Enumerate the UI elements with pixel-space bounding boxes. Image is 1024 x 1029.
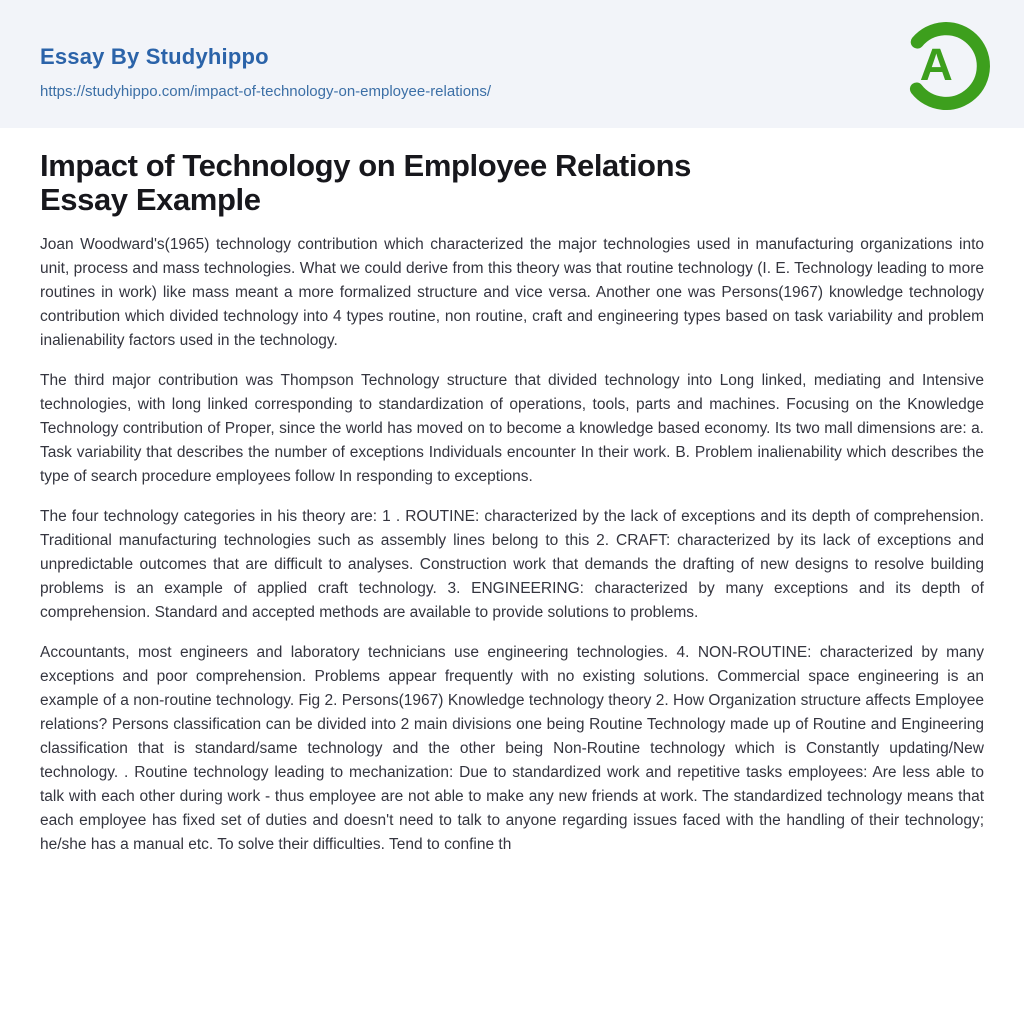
- essay-paragraph-1: Joan Woodward's(1965) technology contribution which characterized the major technologies used in manufacturing organizations into unit, process and mass technologies. What we could derive from this theory was that routine technology (I. E. Technology leading to more routines in work) like mass meant a more formalized structure and vice versa. Another one was Persons(1967) knowledge technology contribution which divided technology into 4 types routine, non routine, craft and engineering types based on task variability and problem inalienability factors used in the technology.: [40, 236, 984, 349]
- page-header: [0, 0, 1024, 128]
- essay-paragraph-3: The four technology categories in his theory are: 1 . ROUTINE: characterized by the lack of exceptions and its depth of comprehension. Traditional manufacturing technologies such as assembly lines belong to this 2. CRAFT: characterized by its lack of exceptions and unpredictable outcomes that are difficult to analyses. Construction work that demands the drafting of new designs to resolve building problems is an example of applied craft technology. 3. ENGINEERING: characterized by many exceptions and its depth of comprehension. Standard and accepted methods are available to provide solutions to problems.: [40, 508, 984, 621]
- essay-paragraph-2: The third major contribution was Thompson Technology structure that divided technology into Long linked, mediating and Intensive technologies, with long linked corresponding to standardization of operations, tools, parts and machines. Focusing on the Knowledge Technology contribution of Proper, since the world has moved on to become a knowledge based economy. Its two mall dimensions are: a. Task variability that describes the number of exceptions Individuals encounter In their work. B. Problem inalienability which describes the type of search procedure employees follow In responding to exceptions.: [40, 372, 984, 485]
- logo-letter: A: [919, 39, 953, 91]
- essay-title: [40, 149, 984, 217]
- essay-paragraph-4: Accountants, most engineers and laboratory technicians use engineering technologies. 4. NON-ROUTINE: characterized by many exceptions and poor comprehension. Problems appear frequently with no existing solutions. Commercial space engineering is an example of a non-routine technology. Fig 2. Persons(1967) Knowledge technology theory 2. How Organization structure affects Employee relations? Persons classification can be divided into 2 main divisions one being Routine Technology made up of Routine and Engineering classification that is standard/same technology and the other being Non-Routine technology which is Constantly updating/New technology. . Routine technology leading to mechanization: Due to standardized work and repetitive tasks employees: Are less able to talk with each other during work - thus employee are not able to make any new friends at work. The standardized technology means that each employee has fixed set of duties and doesn't need to talk to anyone regarding issues faced with the handling of their technology; he/she has a manual etc. To solve their difficulties. Tend to confine th: [40, 644, 984, 853]
- site-title: Essay By Studyhippo: [40, 44, 269, 69]
- studyhippo-logo-icon: [902, 22, 990, 110]
- header-text-block: [40, 0, 491, 101]
- source-url-link[interactable]: https://studyhippo.com/impact-of-technology-on-employee-relations/: [40, 83, 492, 100]
- essay-title-line-1: Impact of Technology on Employee Relations: [40, 148, 691, 183]
- essay-title-line-2: Essay Example: [40, 182, 261, 217]
- essay-content: [0, 149, 1024, 857]
